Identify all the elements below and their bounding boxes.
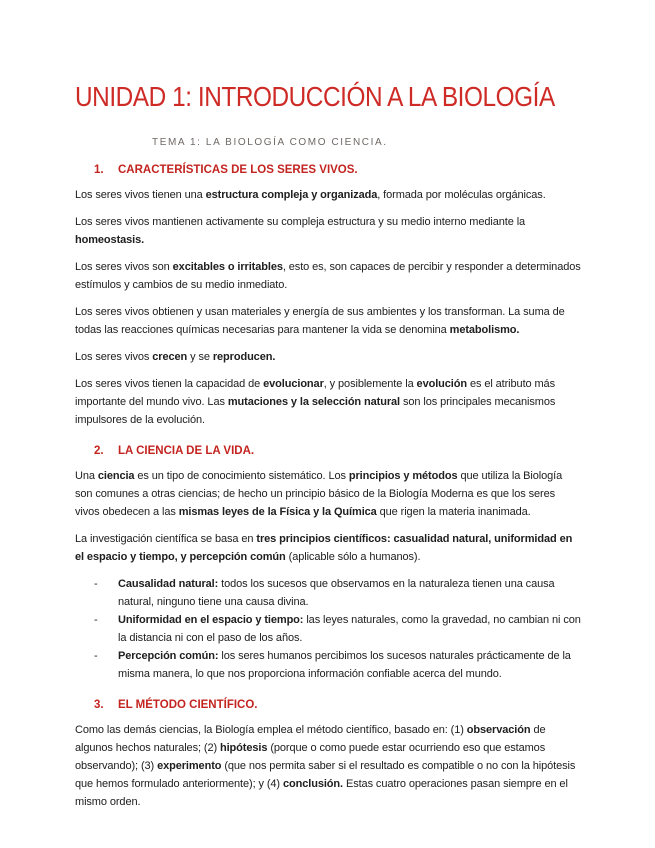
text-run: Los seres vivos mantienen activamente su compleja estructura y su medio interno mediante la [75,216,526,229]
text-run: que utiliza la Biología son comunes a otras ciencias; de hecho un principio básico de la Biología Moderna es que los seres vivos obedecen a las [75,470,563,519]
paragraph [75,467,582,521]
bold-text-run: reproducen. [212,351,276,364]
text-run: , y posiblemente la [323,378,417,391]
paragraph [75,258,582,294]
text-run: Estas cuatro operaciones pasan siempre en el mismo orden. [75,778,568,809]
text-run: y se [187,351,213,364]
list-item-text [118,611,582,647]
bold-text-run: mutaciones y la selección natural [227,396,400,409]
bold-text-run: Causalidad natural: [118,578,219,591]
text-run: Una [75,470,98,483]
bold-text-run: observación [466,724,531,737]
text-run: (que nos permita saber si el resultado es compatible o no con la hipótesis que hemos formulado anteriormente); y (4) [75,760,576,791]
text-run: Como las demás ciencias, la Biología emplea el método científico, basado en: (1) [75,724,467,737]
document-title: UNIDAD 1: INTRODUCCIÓN A LA BIOLOGÍA [75,81,555,112]
list-item [75,647,582,683]
document-body [75,163,582,811]
text-run: Los seres vivos tienen una [75,189,206,202]
bold-text-run: crecen [152,351,188,364]
bold-text-run: metabolismo. [449,324,520,337]
text-run: es un tipo de conocimiento sistemático. Los [134,470,349,483]
list-item [75,575,582,611]
text-run: los seres humanos percibimos los sucesos naturales prácticamente de la misma manera, lo que nos proporciona información confiable acerca del mundo. [118,650,571,681]
text-run: Los seres vivos [75,351,153,364]
paragraph [75,186,582,204]
section-heading-label: CARACTERÍSTICAS DE LOS SERES VIVOS. [118,164,358,177]
bold-text-run: mismas leyes de la Física y la Química [178,506,377,519]
text-run: las leyes naturales, como la gravedad, no cambian ni con la distancia ni con el paso de los años. [118,614,581,645]
paragraph [75,721,582,811]
bold-text-run: ciencia [97,470,135,483]
bold-text-run: experimento [157,760,222,773]
bold-text-run: Percepción común: [118,650,219,663]
list-item [75,611,582,647]
list-item-marker: - [94,650,98,663]
bold-text-run: homeostasis. [75,234,145,247]
document-content [75,82,582,811]
bold-text-run: Uniformidad en el espacio y tiempo: [118,614,304,627]
section-heading-label: LA CIENCIA DE LA VIDA. [118,445,255,458]
text-run: Los seres vivos son [75,261,173,274]
paragraph [75,213,582,249]
text-run: , formada por moléculas orgánicas. [377,189,546,202]
document-subtitle: TEMA 1: LA BIOLOGÍA COMO CIENCIA. [152,137,388,149]
text-run: Los seres vivos obtienen y usan materiales y energía de sus ambientes y los transforman. La suma de todas las reacciones químicas necesarias para mantener la vida se denomina [75,306,565,337]
text-run: es el atributo más importante del mundo vivo. Las [75,378,555,409]
list-item-marker: - [94,614,98,627]
bold-text-run: evolución [416,378,467,391]
paragraph [75,530,582,566]
bold-text-run: hipótesis [219,742,268,755]
text-run: de algunos hechos naturales; (2) [75,724,546,755]
section-heading-label: EL MÉTODO CIENTÍFICO. [118,699,258,712]
text-run: son los principales mecanismos impulsores de la evolución. [75,396,556,427]
section-heading [75,444,582,458]
text-run: (aplicable sólo a humanos). [285,551,421,564]
bold-text-run: principios y métodos [348,470,458,483]
list-item-text [118,575,582,611]
list-item-text [118,647,582,683]
bold-text-run: estructura compleja y organizada [205,189,378,202]
section-heading [75,698,582,712]
section-number: 1. [94,164,104,177]
paragraph [75,375,582,429]
section-number: 2. [94,445,104,458]
section-heading [75,163,582,177]
bullet-list [75,575,582,683]
text-run: Los seres vivos tienen la capacidad de [75,378,264,391]
bold-text-run: tres principios científicos: casualidad natural, uniformidad en el espacio y tiempo, y percepción común [75,533,573,564]
bold-text-run: conclusión. [282,778,343,791]
text-run: La investigación científica se basa en [75,533,257,546]
text-run: , esto es, son capaces de percibir y responder a determinados estímulos y cambios de su medio inmediato. [75,261,581,292]
text-run: (porque o como puede estar ocurriendo eso que estamos observando); (3) [75,742,546,773]
text-run: todos los sucesos que observamos en la naturaleza tienen una causa natural, ninguno tiene una causa divina. [118,578,555,609]
bold-text-run: evolucionar [263,378,324,391]
paragraph [75,303,582,339]
bold-text-run: excitables o irritables [172,261,283,274]
section-number: 3. [94,699,104,712]
text-run: que rigen la materia inanimada. [376,506,531,519]
paragraph [75,348,582,366]
list-item-marker: - [94,578,98,591]
